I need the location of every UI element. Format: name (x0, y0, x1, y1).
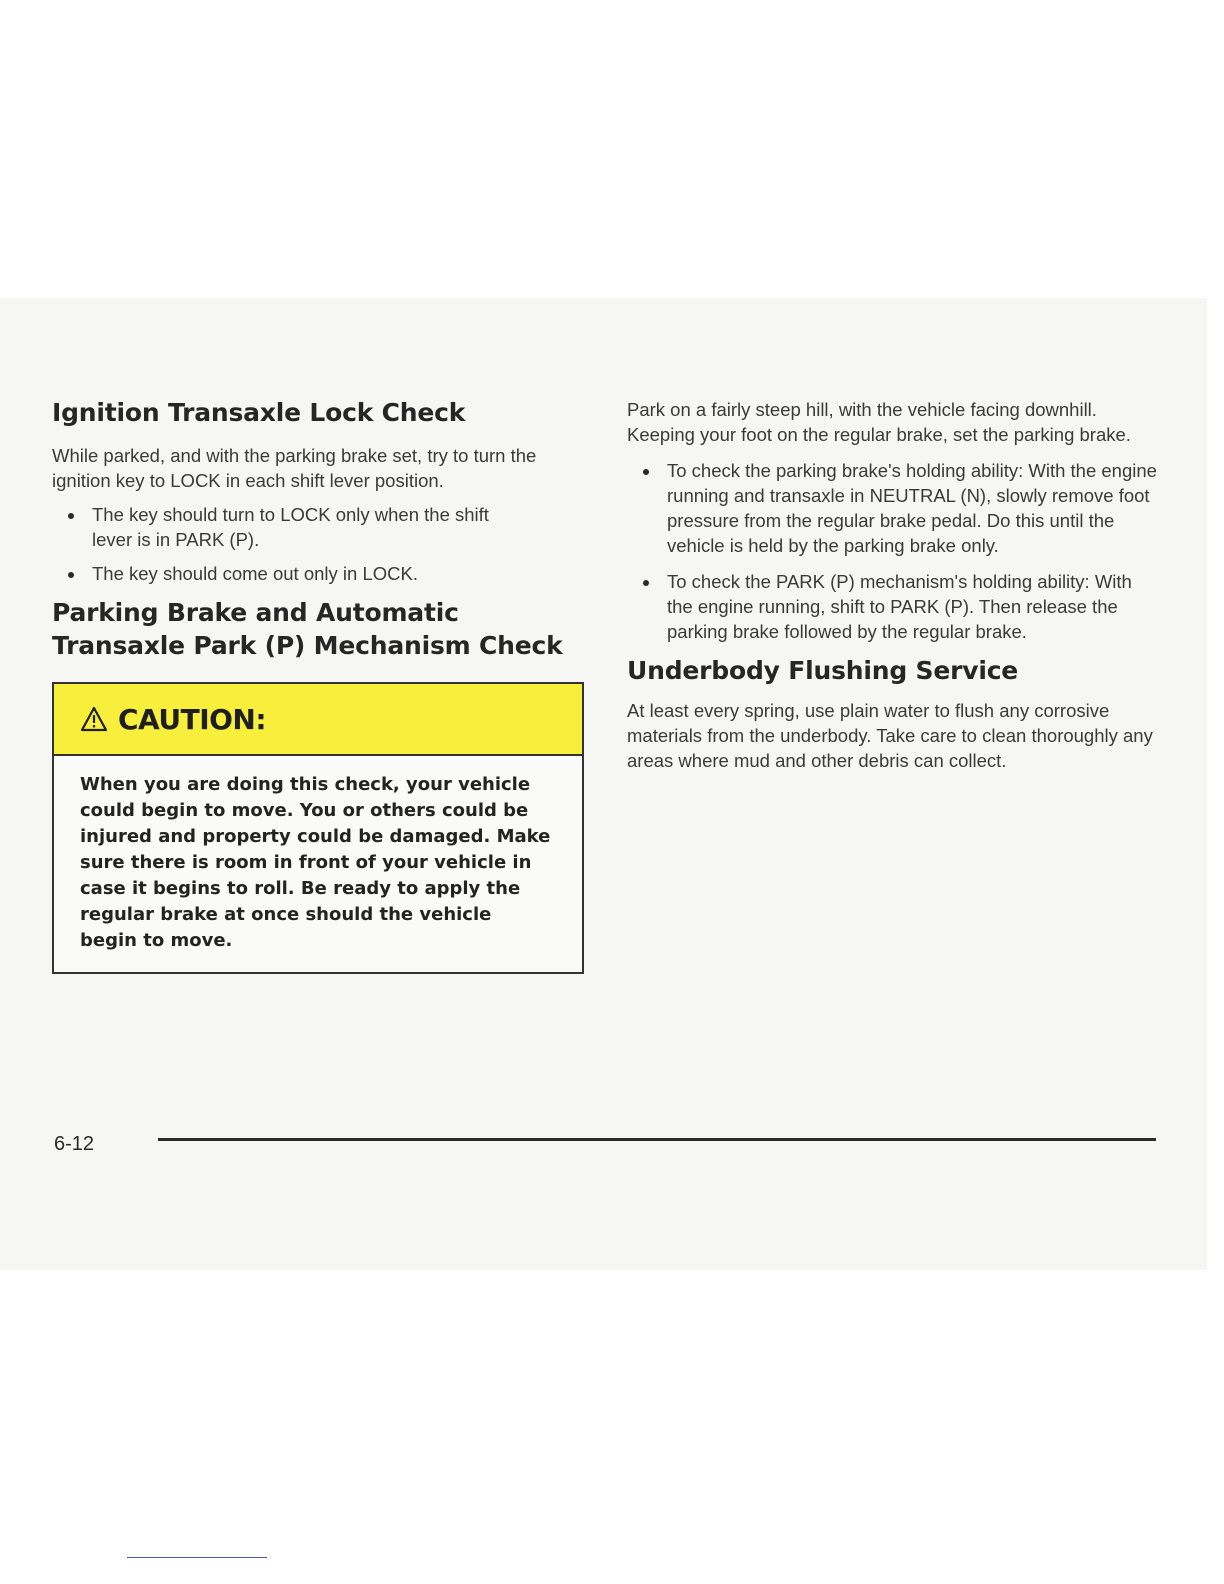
bullet-icon (68, 572, 74, 578)
bullet-icon (643, 469, 649, 475)
list-item (627, 458, 1167, 558)
caution-label: CAUTION: (118, 702, 267, 736)
bullet-icon (68, 513, 74, 519)
holding-ability-bullet-list (627, 458, 1167, 644)
bullet-text: The key should come out only in LOCK. (92, 563, 418, 584)
paragraph-ignition-intro: While parked, and with the parking brake set, try to turn the ignition key to LOCK in each shift lever position. (52, 445, 537, 491)
bullet-text: To check the parking brake's holding ability: With the engine running and transaxle in NEUTRAL (N), slowly remove foot pressure from the regular brake pedal. Do this until the vehicle is held by the parking brake only. (667, 460, 1157, 556)
list-item (627, 569, 1167, 644)
left-column (52, 396, 584, 974)
caution-header (54, 684, 582, 756)
bullet-text: To check the PARK (P) mechanism's holding ability: With the engine running, shift to PARK (P). Then release the parking brake followed by the regular brake. (667, 571, 1132, 642)
heading-ignition-transaxle-lock-check: Ignition Transaxle Lock Check (52, 398, 466, 427)
bullet-icon (643, 580, 649, 586)
footer-divider (158, 1138, 1156, 1141)
paragraph-underbody-flushing: At least every spring, use plain water to flush any corrosive materials from the underbody. Take care to clean thoroughly any areas where mud and other debris can collect. (627, 700, 1153, 771)
paragraph-park-on-hill: Park on a fairly steep hill, with the vehicle facing downhill. Keeping your foot on the regular brake, set the parking brake. (627, 399, 1131, 445)
heading-parking-brake-check: Parking Brake and Automatic Transaxle Park (P) Mechanism Check (52, 598, 563, 660)
caution-box (52, 682, 584, 974)
bottom-rule (127, 1557, 267, 1558)
ignition-bullet-list (52, 502, 584, 586)
caution-text: When you are doing this check, your vehicle could begin to move. You or others could be injured and property could be damaged. Make sure there is room in front of your vehicle in case it begins to roll. Be ready to apply the regular brake at once should the vehicle begin to move. (80, 774, 551, 951)
bullet-text: The key should turn to LOCK only when the shift lever is in PARK (P). (92, 504, 489, 550)
right-column (627, 397, 1167, 773)
heading-underbody-flushing-service: Underbody Flushing Service (627, 656, 1019, 685)
list-item (52, 561, 584, 586)
list-item (52, 502, 584, 552)
page-number: 6-12 (54, 1133, 95, 1155)
warning-triangle-icon (80, 706, 108, 732)
